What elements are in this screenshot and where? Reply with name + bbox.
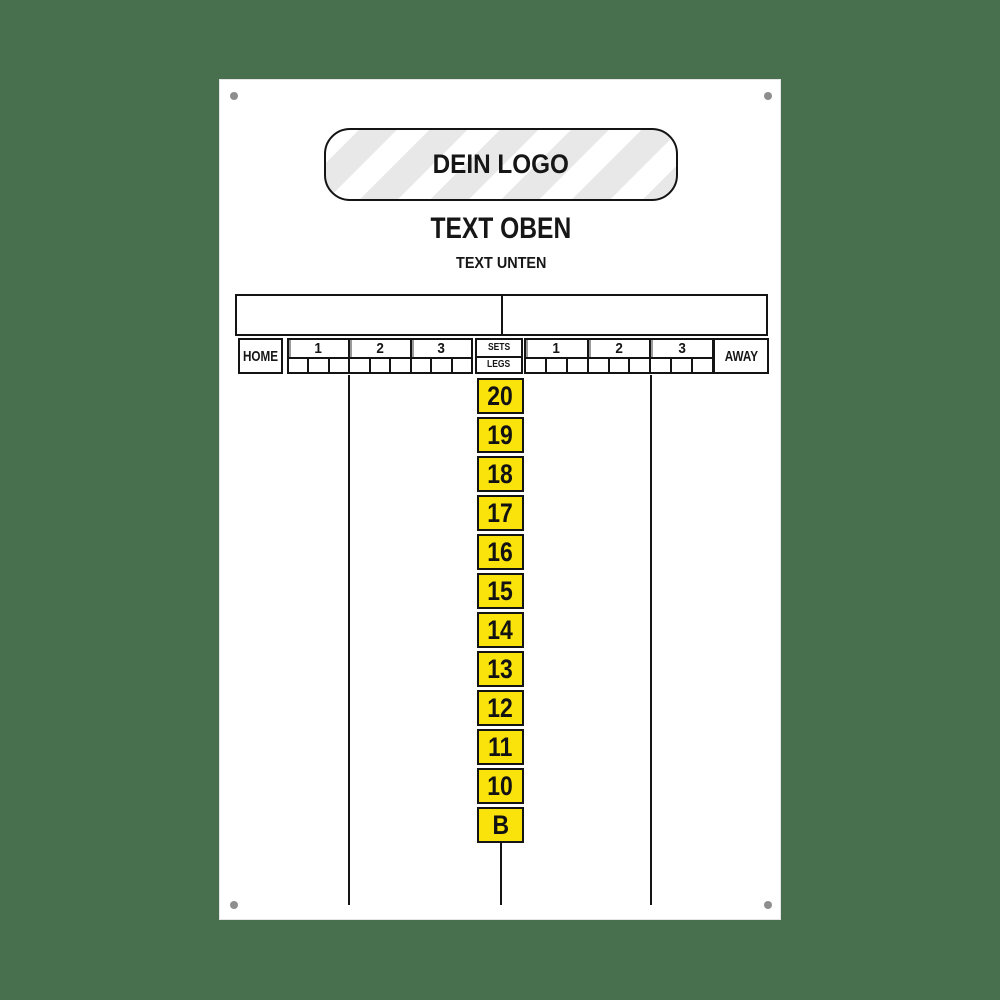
away-sets-grid: [524, 338, 714, 374]
away-team-name-field: [501, 296, 767, 334]
home-leg-cells: [289, 357, 471, 372]
center-column-line: [500, 843, 502, 905]
target-cell-12: 12: [477, 690, 524, 726]
home-team-name-field: [237, 296, 501, 334]
home-set-3-header: 3: [410, 340, 471, 357]
leg-score-cell: [328, 359, 348, 372]
home-sets-grid: [287, 338, 473, 374]
logo-placeholder[interactable]: [324, 128, 678, 201]
leg-score-cell: [691, 359, 712, 372]
home-set-1-header: 1: [289, 340, 348, 357]
target-cell-13: 13: [477, 651, 524, 687]
target-cell-16: 16: [477, 534, 524, 570]
leg-score-cell: [628, 359, 649, 372]
mount-hole-top-left: [230, 92, 238, 100]
leg-score-cell: [670, 359, 691, 372]
home-box: [238, 338, 283, 374]
leg-score-cell: [451, 359, 471, 372]
leg-score-cell: [389, 359, 409, 372]
home-set-2-header: 2: [348, 340, 409, 357]
checkout-target-column: [477, 378, 524, 843]
away-leg-cells: [526, 357, 712, 372]
sets-label: SETS: [487, 342, 511, 353]
target-cell-20: 20: [477, 378, 524, 414]
target-cell-15: 15: [477, 573, 524, 609]
sets-legs-box: [475, 338, 523, 374]
leg-score-cell: [430, 359, 450, 372]
home-set-headers: [289, 340, 471, 357]
target-cell-10: 10: [477, 768, 524, 804]
leg-score-cell: [289, 359, 307, 372]
legs-row: [477, 358, 521, 372]
leg-score-cell: [348, 359, 368, 372]
away-set-headers: [526, 340, 712, 357]
legs-label: LEGS: [487, 359, 511, 370]
away-label: AWAY: [724, 347, 758, 365]
away-score-column-line: [650, 375, 652, 905]
leg-score-cell: [545, 359, 566, 372]
leg-score-cell: [410, 359, 430, 372]
leg-score-cell: [526, 359, 545, 372]
leg-score-cell: [566, 359, 587, 372]
target-cell-bull: B: [477, 807, 524, 843]
target-cell-19: 19: [477, 417, 524, 453]
mount-hole-top-right: [764, 92, 772, 100]
sets-row: [477, 340, 521, 358]
leg-score-cell: [649, 359, 670, 372]
leg-score-cell: [587, 359, 608, 372]
away-set-3-header: 3: [649, 340, 712, 357]
leg-score-cell: [608, 359, 629, 372]
away-set-1-header: 1: [526, 340, 587, 357]
leg-score-cell: [369, 359, 389, 372]
scoreboard-panel: [219, 79, 781, 920]
away-set-2-header: 2: [587, 340, 650, 357]
mount-hole-bottom-right: [764, 901, 772, 909]
home-score-column-line: [348, 375, 350, 905]
logo-placeholder-label: DEIN LOGO: [432, 149, 570, 179]
away-box: [713, 338, 769, 374]
target-cell-18: 18: [477, 456, 524, 492]
home-label: HOME: [242, 347, 279, 365]
target-cell-11: 11: [477, 729, 524, 765]
custom-text-top[interactable]: TEXT OBEN: [430, 212, 572, 245]
leg-score-cell: [307, 359, 327, 372]
target-cell-17: 17: [477, 495, 524, 531]
mount-hole-bottom-left: [230, 901, 238, 909]
custom-text-bottom[interactable]: TEXT UNTEN: [455, 255, 547, 272]
team-name-row: [235, 294, 768, 336]
target-cell-14: 14: [477, 612, 524, 648]
